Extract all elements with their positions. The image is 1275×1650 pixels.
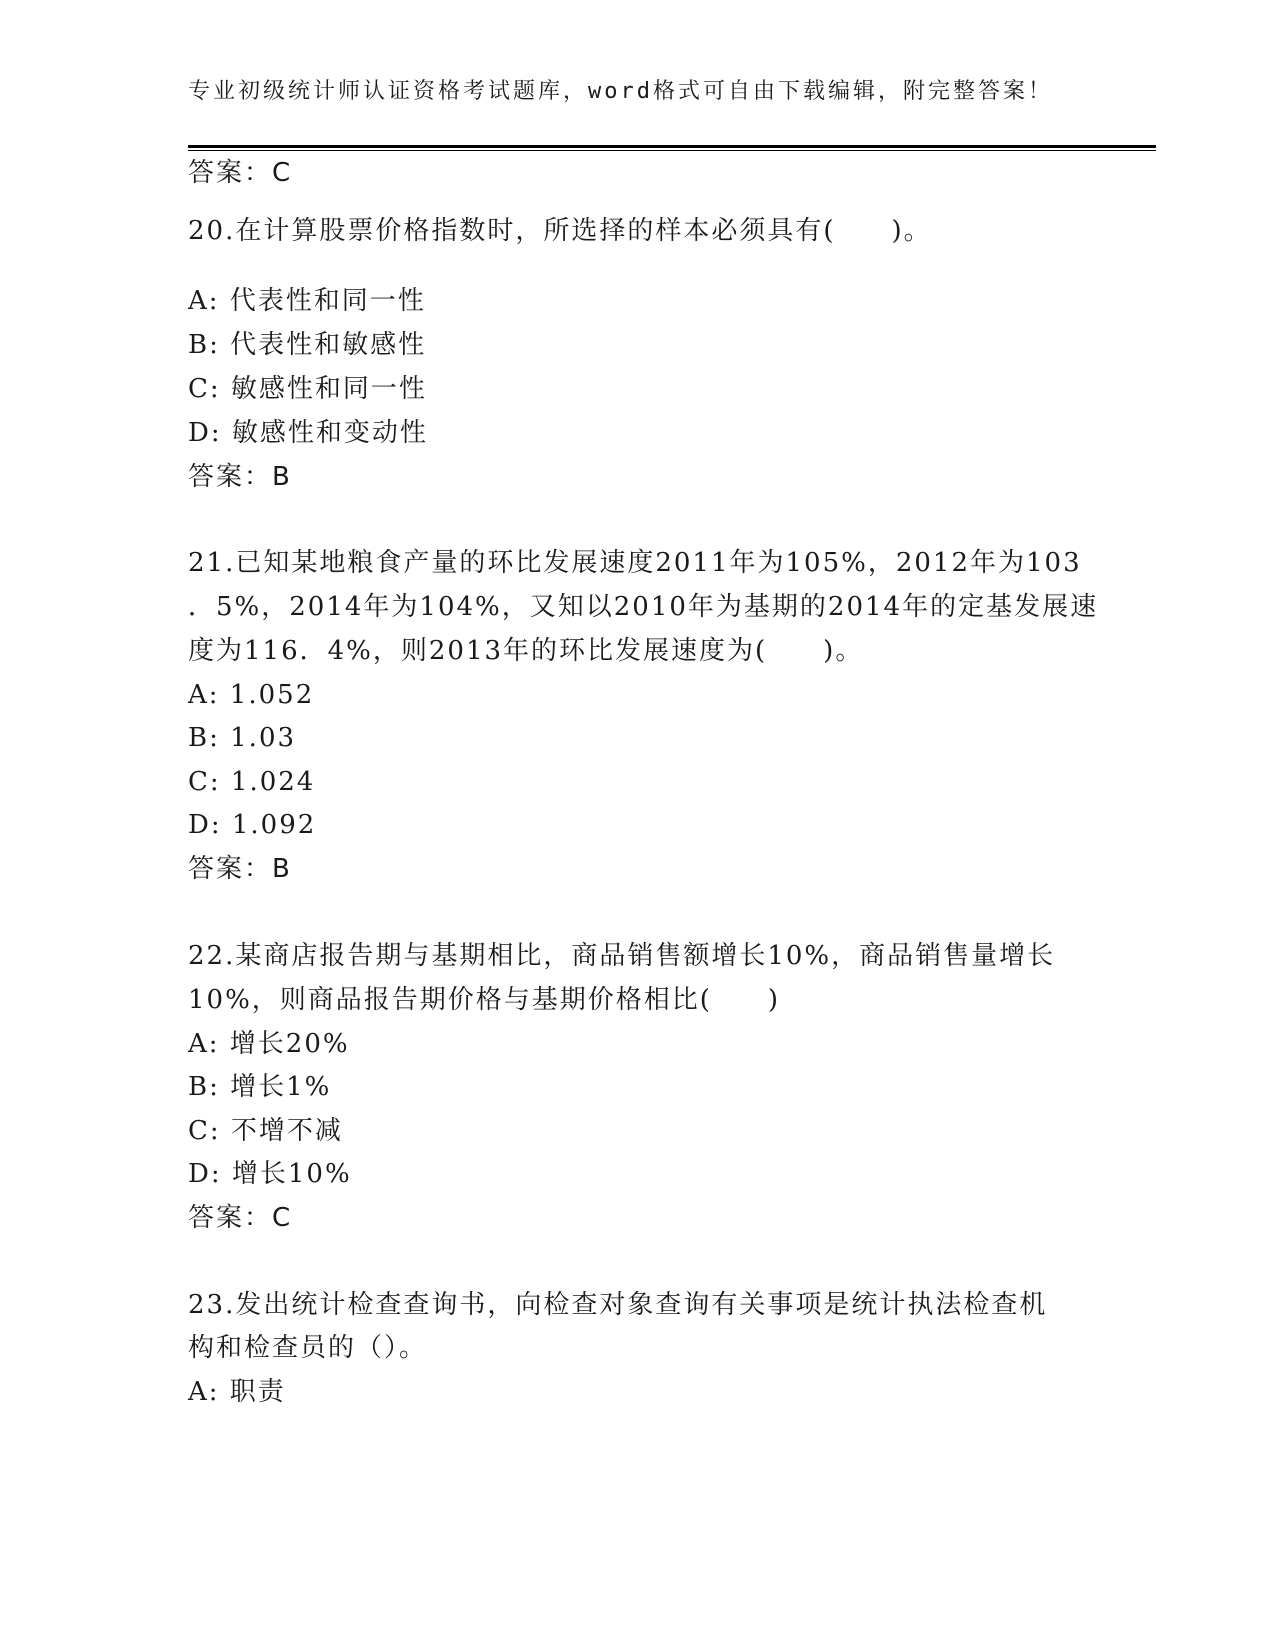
answer-prev: 答案：C (188, 158, 293, 188)
question-22-stem-line-1: 22.某商店报告期与基期相比，商品销售额增长10%，商品销售量增长 (188, 941, 1056, 971)
question-20-answer: 答案：B (188, 462, 292, 492)
question-22-option-a: A: 增长20% (188, 1029, 350, 1059)
question-21-option-d: D: 1.092 (188, 810, 317, 840)
question-21-option-c: C: 1.024 (188, 767, 316, 797)
question-21-stem-line-2: ．5%，2014年为104%，又知以2010年为基期的2014年的定基发展速 (188, 592, 1099, 622)
question-23-stem-line-2: 构和检查员的（）。 (188, 1333, 428, 1363)
question-22-option-b: B: 增长1% (188, 1072, 332, 1102)
question-21-option-b: B: 1.03 (188, 723, 297, 753)
question-22-answer: 答案：C (188, 1203, 293, 1233)
question-21-stem-line-3: 度为116．4%，则2013年的环比发展速度为( )。 (188, 636, 864, 666)
header-divider-thick (188, 145, 1156, 148)
question-20-option-c: C: 敏感性和同一性 (188, 374, 427, 404)
question-20-stem: 20.在计算股票价格指数时，所选择的样本必须具有( )。 (188, 216, 932, 246)
question-22-option-c: C: 不增不减 (188, 1116, 343, 1146)
question-21-answer: 答案：B (188, 854, 292, 884)
question-20-option-b: B: 代表性和敏感性 (188, 330, 427, 360)
question-20-option-d: D: 敏感性和变动性 (188, 418, 428, 448)
question-21-stem-line-1: 21.已知某地粮食产量的环比发展速度2011年为105%，2012年为103 (188, 548, 1082, 578)
question-20-option-a: A: 代表性和同一性 (188, 286, 426, 316)
page-header: 专业初级统计师认证资格考试题库，word格式可自由下载编辑，附完整答案！ (188, 79, 1053, 104)
question-22-option-d: D: 增长10% (188, 1159, 352, 1189)
question-22-stem-line-2: 10%，则商品报告期价格与基期价格相比( ) (188, 985, 781, 1015)
question-21-option-a: A: 1.052 (188, 680, 315, 710)
header-divider-thin (188, 150, 1156, 151)
question-23-option-a: A: 职责 (188, 1377, 286, 1407)
question-23-stem-line-1: 23.发出统计检查查询书，向检查对象查询有关事项是统计执法检查机 (188, 1290, 1048, 1320)
